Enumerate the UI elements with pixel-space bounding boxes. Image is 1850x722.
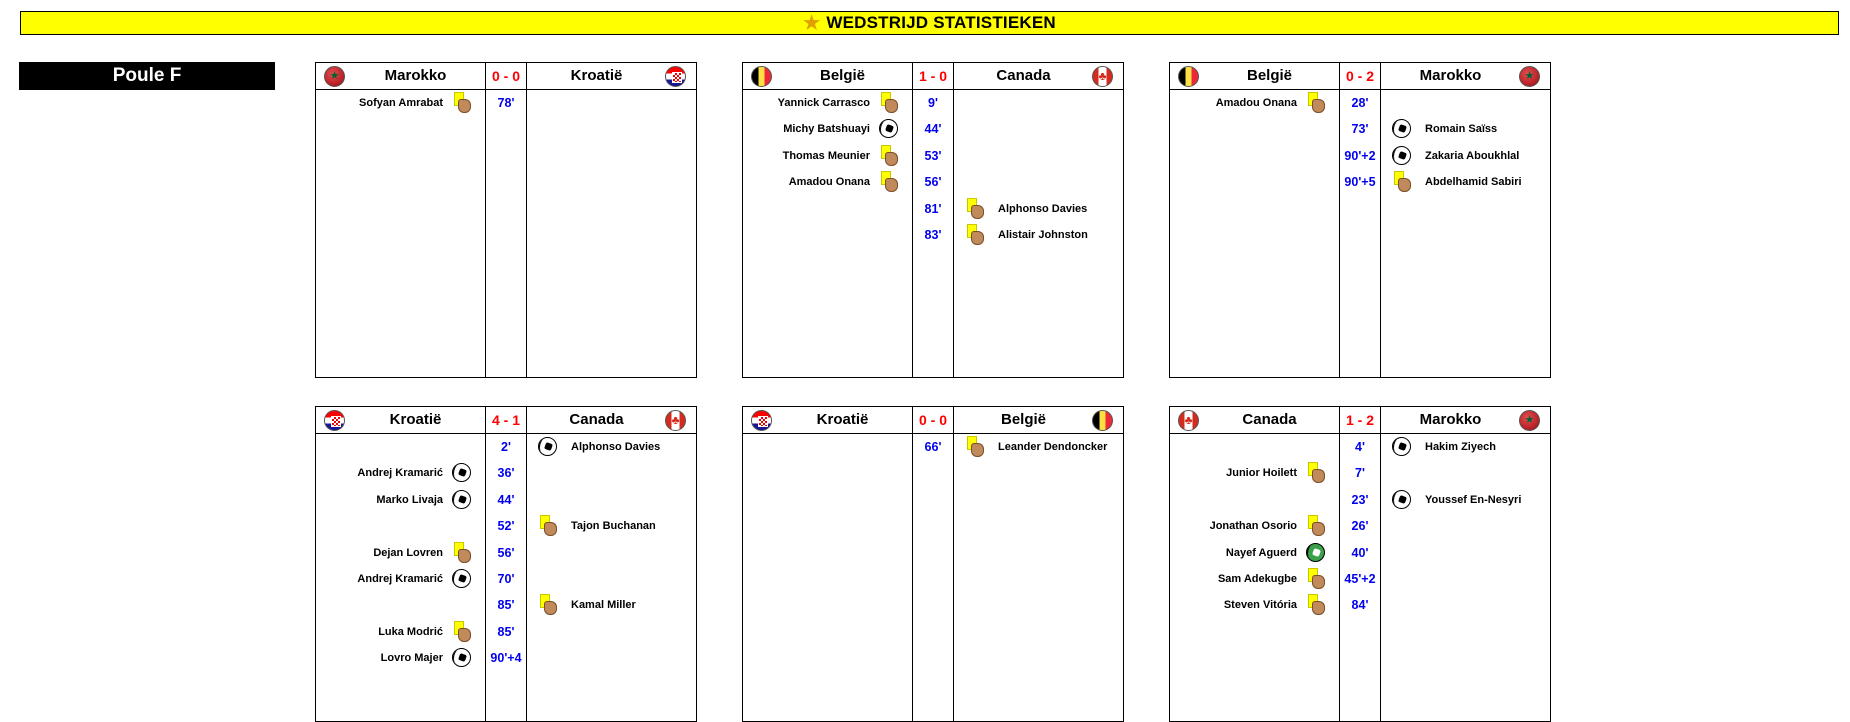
yellow-card-icon [1305,568,1327,590]
match-score: 0 - 2 [1345,68,1374,84]
away-team-name: Canada [569,411,624,428]
yellow-card-icon [537,515,559,537]
referee-hand-shape [885,152,898,166]
referee-hand-shape [971,231,984,245]
football-icon [451,462,473,484]
match-card [315,406,697,722]
match-header [1170,63,1550,90]
football-icon [451,489,473,511]
football-icon [451,647,473,669]
home-events [1170,434,1339,721]
event-minute: 90'+5 [1344,175,1376,190]
away-team [1381,63,1550,89]
home-team-name: Marokko [384,67,447,84]
event-player: Sofyan Amrabat [359,97,443,109]
match-events [743,90,1123,377]
away-team [954,407,1123,433]
home-team-name: België [1246,67,1292,84]
ball-shape [538,437,557,456]
match-header [316,63,696,90]
minutes-column [1339,434,1381,721]
ball-shape [1392,146,1411,165]
morocco-flag-icon [1519,66,1540,87]
ball-shape [879,119,898,138]
match-events [1170,434,1550,721]
referee-hand-shape [1312,575,1325,589]
home-team-name: Canada [1242,411,1297,428]
away-events [527,90,696,377]
event-minute: 4' [1355,440,1365,454]
canada-flag-icon [1092,66,1113,87]
event-minute: 2' [501,440,511,454]
event-player: Michy Batshuayi [783,123,870,136]
away-events [1381,434,1550,721]
minutes-column [912,434,954,721]
event-player: Amadou Onana [788,176,870,189]
ball-shape [452,463,471,482]
home-team-name: Kroatië [389,411,442,428]
yellow-card-icon [964,224,986,246]
home-events [316,90,485,377]
minutes-column [485,434,527,721]
football-icon [1391,436,1413,458]
event-minute: 56' [497,545,515,560]
event-minute: 73' [1351,122,1369,137]
home-team [1170,407,1339,433]
minutes-column [912,90,954,377]
morocco-flag-icon [1519,410,1540,431]
yellow-card-icon [1305,594,1327,616]
event-minute: 84' [1351,598,1369,613]
referee-hand-shape [971,443,984,457]
away-events [527,434,696,721]
yellow-card-icon [878,145,900,167]
event-player: Yannick Carrasco [777,97,870,109]
away-team-name: Marokko [1419,411,1482,428]
event-player: Zakaria Aboukhlal [1425,149,1520,162]
away-events [954,90,1123,377]
referee-hand-shape [1312,601,1325,615]
match-header [316,407,696,434]
event-minute: 45'+2 [1344,572,1376,586]
yellow-card-icon [964,198,986,220]
event-player: Kamal Miller [571,599,636,612]
yellow-card-icon [1305,515,1327,537]
referee-hand-shape [458,99,471,113]
event-player: Youssef En-Nesyri [1425,493,1522,506]
score-cell [1339,407,1381,433]
football-icon [537,436,559,458]
yellow-card-icon [451,621,473,643]
home-team-name: Kroatië [816,411,869,428]
canada-flag-icon [1178,410,1199,431]
yellow-card-icon [451,542,473,564]
group-label [19,62,275,90]
ball-shape [452,569,471,588]
event-minute: 40' [1351,545,1369,560]
match-score: 1 - 0 [918,68,947,84]
event-player: Thomas Meunier [782,149,870,162]
match-score: 1 - 2 [1345,412,1374,428]
match-events [743,434,1123,721]
belgium-flag-icon [1178,66,1199,87]
away-team [527,63,696,89]
away-events [954,434,1123,721]
canada-flag-icon [665,410,686,431]
away-team [527,407,696,433]
referee-hand-shape [1312,522,1325,536]
star-icon: ★ [803,12,821,34]
event-minute: 78' [497,96,515,110]
event-player: Steven Vitória [1223,599,1297,612]
event-minute: 44' [497,492,515,507]
yellow-card-icon [1305,462,1327,484]
match-events [1170,90,1550,377]
away-team-name: België [1000,411,1046,428]
referee-hand-shape [1398,178,1411,192]
event-player: Romain Saïss [1425,123,1498,136]
match-card [1169,406,1551,722]
home-team [316,63,485,89]
score-cell [485,63,527,89]
away-team-name: Canada [996,67,1051,84]
event-minute: 23' [1351,492,1369,507]
event-minute: 85' [497,598,515,613]
match-score: 0 - 0 [918,412,947,428]
event-minute: 28' [1351,96,1369,110]
match-card [315,62,697,378]
event-player: Alphonso Davies [571,441,661,453]
group-label-text: Poule F [112,65,182,86]
referee-hand-shape [544,601,557,615]
morocco-flag-icon [324,66,345,87]
event-minute: 7' [1355,466,1365,481]
home-team [743,63,912,89]
event-player: Amadou Onana [1215,97,1297,109]
event-minute: 66' [924,440,942,454]
football-icon [1391,489,1413,511]
score-cell [1339,63,1381,89]
minutes-column [485,90,527,377]
event-player: Dejan Lovren [373,546,443,559]
ball-shape [1392,119,1411,138]
event-minute: 26' [1351,519,1369,534]
belgium-flag-icon [751,66,772,87]
event-minute: 90'+4 [490,651,522,666]
referee-hand-shape [971,205,984,219]
match-card [742,62,1124,378]
ball-shape [452,648,471,667]
football-icon [1391,145,1413,167]
match-card [1169,62,1551,378]
event-player: Abdelhamid Sabiri [1425,176,1522,189]
referee-hand-shape [1312,469,1325,483]
title-banner [20,11,1839,35]
event-minute: 83' [924,228,942,242]
event-minute: 85' [497,624,515,639]
away-team [954,63,1123,89]
event-minute: 53' [924,148,942,163]
match-events [316,90,696,377]
event-player: Jonathan Osorio [1209,520,1297,533]
ball-shape [1392,490,1411,509]
yellow-card-icon [1391,171,1413,193]
match-card [742,406,1124,722]
home-events [1170,90,1339,377]
referee-hand-shape [544,522,557,536]
page-title: WEDSTRIJD STATISTIEKEN [826,13,1056,32]
event-player: Marko Livaja [376,493,443,506]
event-player: Hakim Ziyech [1425,441,1496,453]
event-player: Alphonso Davies [998,202,1088,215]
croatia-flag-icon [751,410,772,431]
event-minute: 9' [928,96,938,110]
away-team-name: Marokko [1419,67,1482,84]
home-team-name: België [819,67,865,84]
football-icon [451,568,473,590]
ball-shape [452,490,471,509]
score-cell [485,407,527,433]
ball-shape [1306,543,1325,562]
home-events [743,90,912,377]
match-events [316,434,696,721]
event-player: Leander Dendoncker [998,441,1108,453]
yellow-card-icon [537,594,559,616]
match-score: 0 - 0 [491,68,520,84]
score-cell [912,407,954,433]
yellow-card-icon [1305,92,1327,114]
yellow-card-icon [451,92,473,114]
event-player: Sam Adekugbe [1217,573,1297,585]
belgium-flag-icon [1092,410,1113,431]
away-team [1381,407,1550,433]
croatia-flag-icon [665,66,686,87]
referee-hand-shape [885,99,898,113]
home-events [316,434,485,721]
match-score: 4 - 1 [491,412,520,428]
away-team-name: Kroatië [570,67,623,84]
event-minute: 90'+2 [1344,148,1376,163]
match-header [1170,407,1550,434]
event-minute: 81' [924,201,942,216]
score-cell [912,63,954,89]
referee-hand-shape [1312,99,1325,113]
event-minute: 56' [924,175,942,190]
football-icon [878,118,900,140]
referee-hand-shape [458,549,471,563]
event-player: Lovro Majer [380,652,443,665]
minutes-column [1339,90,1381,377]
ball-shape [1392,437,1411,456]
home-events [743,434,912,721]
event-player: Andrej Kramarić [357,573,443,585]
home-team [1170,63,1339,89]
event-player: Alistair Johnston [998,229,1088,241]
yellow-card-icon [878,92,900,114]
event-minute: 44' [924,122,942,137]
own-goal-football-icon [1305,542,1327,564]
referee-hand-shape [885,178,898,192]
event-minute: 36' [497,466,515,481]
match-header [743,63,1123,90]
event-player: Andrej Kramarić [357,467,443,480]
event-minute: 52' [497,519,515,534]
event-player: Luka Modrić [378,625,443,638]
away-events [1381,90,1550,377]
referee-hand-shape [458,628,471,642]
event-player: Tajon Buchanan [571,520,656,533]
match-header [743,407,1123,434]
home-team [316,407,485,433]
croatia-flag-icon [324,410,345,431]
yellow-card-icon [964,436,986,458]
event-player: Nayef Aguerd [1225,546,1297,559]
event-minute: 70' [497,572,515,586]
home-team [743,407,912,433]
football-icon [1391,118,1413,140]
event-player: Junior Hoilett [1226,467,1297,480]
yellow-card-icon [878,171,900,193]
